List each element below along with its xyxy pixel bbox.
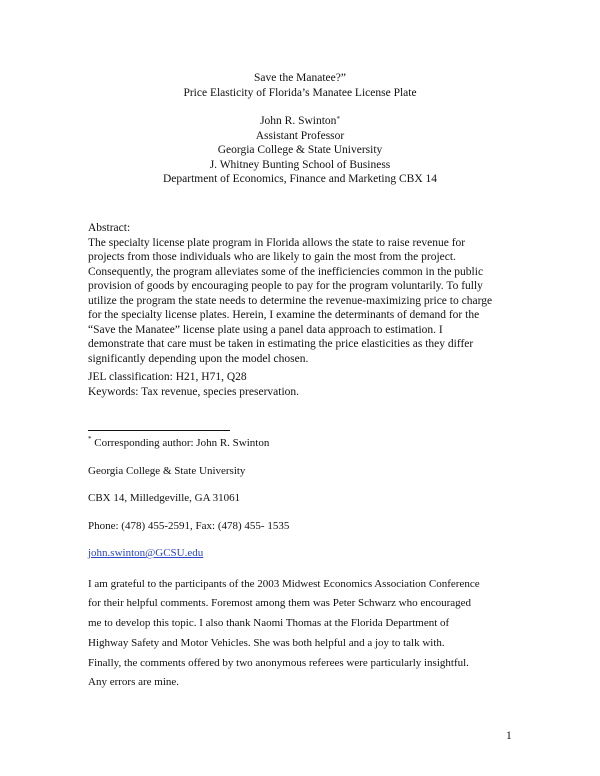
classification-block (88, 370, 299, 399)
abstract-line: provision of goods by encouraging people to pay for the program voluntarily. To fully (88, 280, 483, 292)
abstract-line: for the specialty license plates. Herein, I examine the determinants of demand for the (88, 309, 480, 321)
page-number: 1 (506, 730, 512, 742)
author-title: Assistant Professor (255, 129, 345, 142)
footnote-mark: * (88, 435, 92, 443)
footnote-block (88, 437, 528, 693)
author-line (0, 114, 600, 129)
acknowledgement-line: I am grateful to the participants of the 2003 Midwest Economics Association Conference (88, 577, 480, 590)
email-link[interactable]: john.swinton@GCSU.edu (88, 547, 204, 559)
acknowledgement-line: Finally, the comments offered by two anonymous referees were particularly insightful. (88, 656, 469, 669)
abstract-heading: Abstract: (88, 222, 131, 234)
footnote-divider (88, 430, 230, 431)
author-university: Georgia College & State University (217, 144, 383, 156)
abstract-line: projects from those individuals who are likely to gain the most from the project. (88, 251, 456, 263)
abstract-line: demonstrate that care must be taken in estimating the price elasticities as they differ (88, 338, 474, 350)
footnote-phone: Phone: (478) 455-2591, Fax: (478) 455- 1535 (88, 519, 290, 532)
footnote-email-line (88, 547, 528, 575)
title-line-2: Price Elasticity of Florida’s Manatee License Plate (183, 86, 417, 99)
title-line-1: Save the Manatee?” (254, 72, 346, 84)
footnote-corresponding (88, 437, 528, 465)
title-block (0, 71, 600, 187)
abstract-line: Consequently, the program alleviates some of the inefficiencies common in the public (88, 265, 484, 278)
acknowledgement-line: me to develop this topic. I also thank Naomi Thomas at the Florida Department of (88, 617, 450, 630)
abstract-line: significantly depending upon the model chosen. (88, 352, 309, 365)
abstract (88, 221, 518, 366)
footnote-address: CBX 14, Milledgeville, GA 31061 (88, 492, 241, 504)
corresponding-author: Corresponding author: John R. Swinton (94, 437, 270, 449)
abstract-line: “Save the Manatee” license plate using a panel data approach to estimation. I (88, 323, 443, 336)
author-department: Department of Economics, Finance and Marketing CBX 14 (162, 173, 438, 185)
jel-classification: JEL classification: H21, H71, Q28 (88, 371, 247, 383)
acknowledgement-line: Highway Safety and Motor Vehicles. She was both helpful and a joy to talk with. (88, 636, 445, 649)
acknowledgement-line: for their helpful comments. Foremost among them was Peter Schwarz who encouraged (88, 597, 472, 610)
abstract-line: utilize the program the state needs to determine the revenue-maximizing price to charge (88, 294, 493, 307)
author-school: J. Whitney Bunting School of Business (209, 158, 391, 171)
abstract-line: The specialty license plate program in Florida allows the state to raise revenue for (88, 236, 466, 249)
abstract-body (88, 236, 518, 367)
acknowledgement (88, 575, 528, 694)
footnote-institution: Georgia College & State University (88, 464, 246, 477)
author-name: John R. Swinton (260, 115, 337, 127)
acknowledgement-line: Any errors are mine. (88, 676, 180, 689)
keywords: Keywords: Tax revenue, species preservation. (88, 385, 300, 398)
author-footnote-mark: * (336, 115, 340, 123)
